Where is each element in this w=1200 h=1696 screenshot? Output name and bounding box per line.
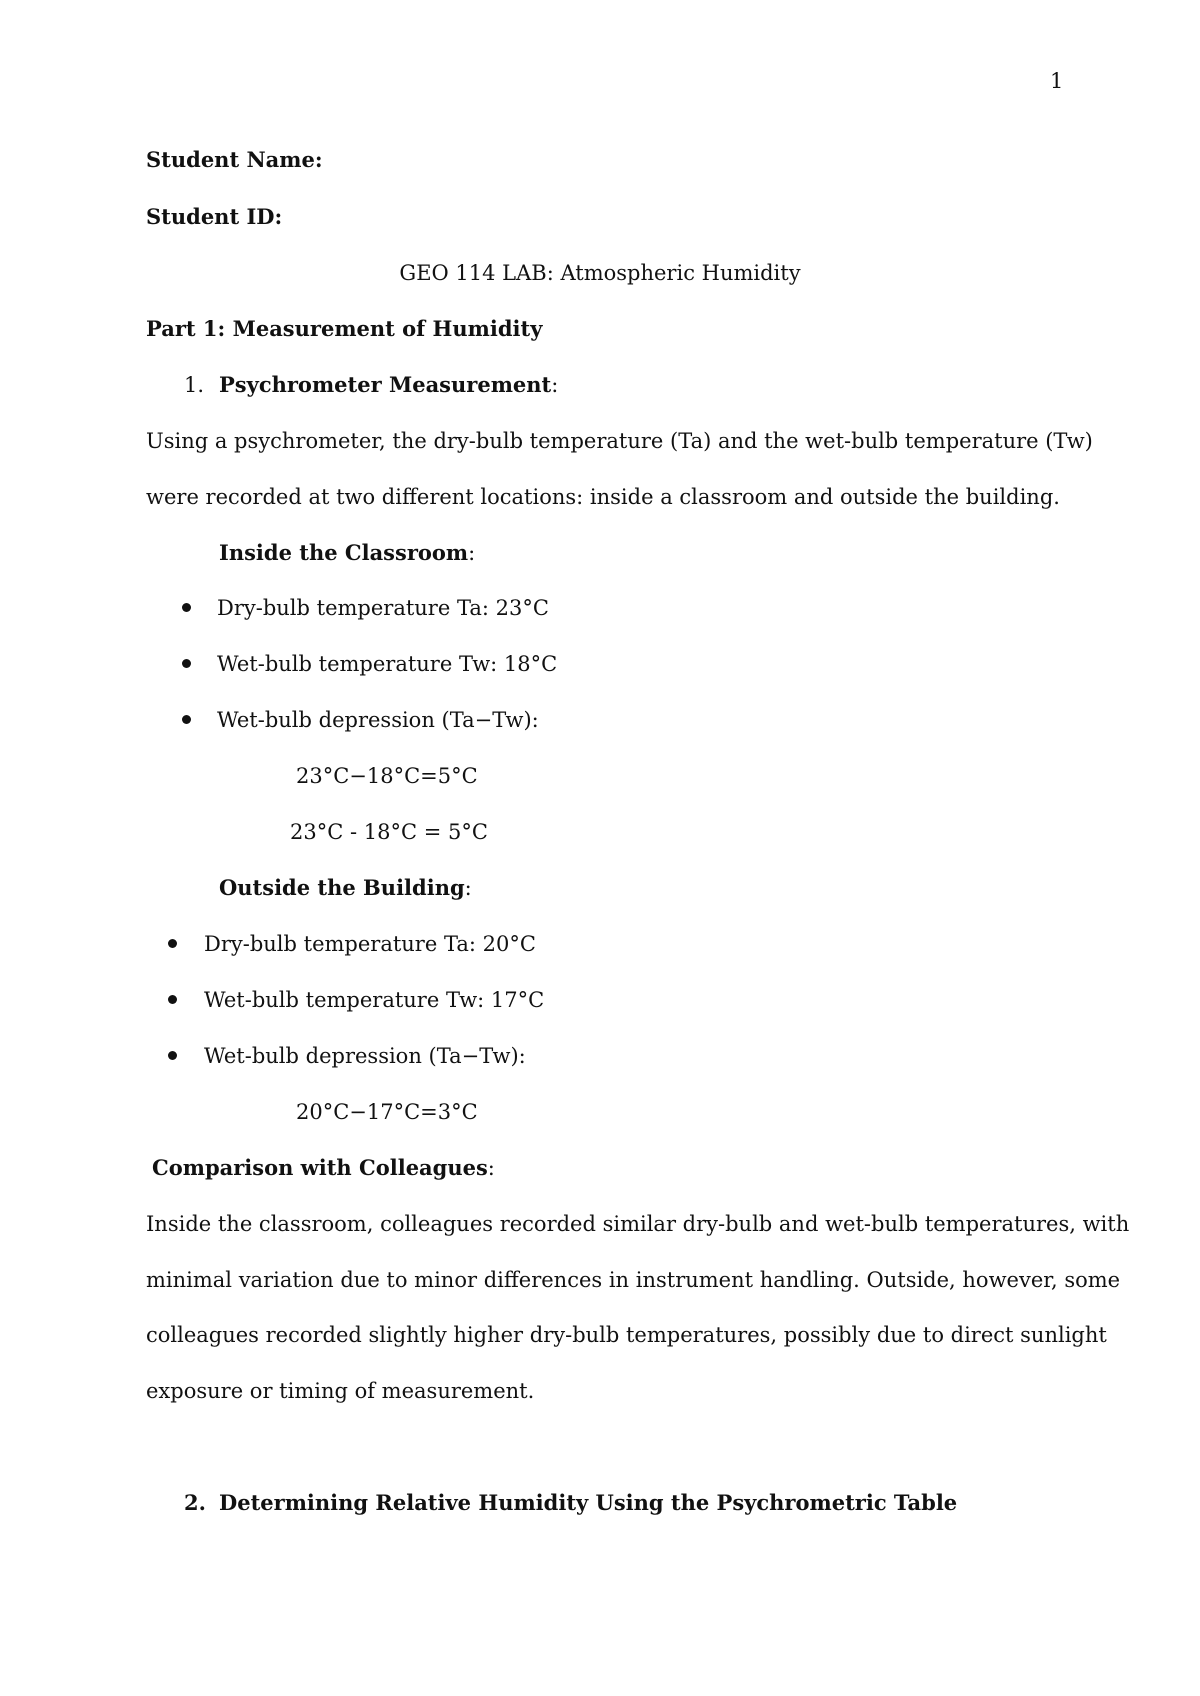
inside-heading-line xyxy=(219,540,475,566)
inside-calc-1: 23°C−18°C=5°C xyxy=(296,764,478,788)
page-number: 1 xyxy=(1050,69,1064,93)
document-title: GEO 114 LAB: Atmospheric Humidity xyxy=(399,261,801,285)
student-name-label: Student Name: xyxy=(146,147,323,172)
bullet-icon xyxy=(182,659,191,668)
comparison-line-4: exposure or timing of measurement. xyxy=(146,1379,535,1403)
inside-calc-2: 23°C - 18°C = 5°C xyxy=(290,820,488,844)
bullet-icon xyxy=(168,1051,177,1060)
outside-heading: Outside the Building xyxy=(219,875,465,900)
comparison-heading: Comparison with Colleagues xyxy=(152,1155,488,1180)
item1-number: 1. xyxy=(184,373,205,397)
outside-bullet-dry: Dry-bulb temperature Ta: 20°C xyxy=(204,932,536,956)
bullet-icon xyxy=(168,995,177,1004)
inside-bullet-wet: Wet-bulb temperature Tw: 18°C xyxy=(217,652,558,676)
outside-bullet-depression: Wet-bulb depression (Ta−Tw): xyxy=(204,1044,526,1068)
item2-number: 2. xyxy=(184,1490,206,1515)
item1-heading-suffix: : xyxy=(551,373,559,397)
inside-bullet-dry: Dry-bulb temperature Ta: 23°C xyxy=(217,596,549,620)
paragraph1-line1: Using a psychrometer, the dry-bulb temperature (Ta) and the wet-bulb temperature (Tw) xyxy=(146,429,1093,453)
inside-heading: Inside the Classroom xyxy=(219,540,469,565)
part1-heading: Part 1: Measurement of Humidity xyxy=(146,316,543,341)
outside-bullet-wet: Wet-bulb temperature Tw: 17°C xyxy=(204,988,545,1012)
item1-heading-line xyxy=(219,372,558,398)
item2-heading: Determining Relative Humidity Using the Psychrometric Table xyxy=(219,1490,958,1515)
bullet-icon xyxy=(182,715,191,724)
comparison-line-3: colleagues recorded slightly higher dry-bulb temperatures, possibly due to direct sunlight xyxy=(146,1323,1107,1347)
comparison-heading-suffix: : xyxy=(487,1156,495,1180)
paragraph1-line2: were recorded at two different locations: inside a classroom and outside the building. xyxy=(146,485,1060,509)
item1-heading: Psychrometer Measurement xyxy=(219,372,552,397)
comparison-heading-line xyxy=(152,1155,495,1181)
outside-heading-line xyxy=(219,875,472,901)
outside-heading-suffix: : xyxy=(464,876,472,900)
outside-calc-1: 20°C−17°C=3°C xyxy=(296,1100,478,1124)
bullet-icon xyxy=(182,603,191,612)
bullet-icon xyxy=(168,939,177,948)
inside-bullet-depression: Wet-bulb depression (Ta−Tw): xyxy=(217,708,539,732)
comparison-line-1: Inside the classroom, colleagues recorded similar dry-bulb and wet-bulb temperatures, with xyxy=(146,1212,1130,1236)
comparison-line-2: minimal variation due to minor differences in instrument handling. Outside, however, some xyxy=(146,1268,1121,1292)
inside-heading-suffix: : xyxy=(468,541,476,565)
student-id-label: Student ID: xyxy=(146,204,283,229)
